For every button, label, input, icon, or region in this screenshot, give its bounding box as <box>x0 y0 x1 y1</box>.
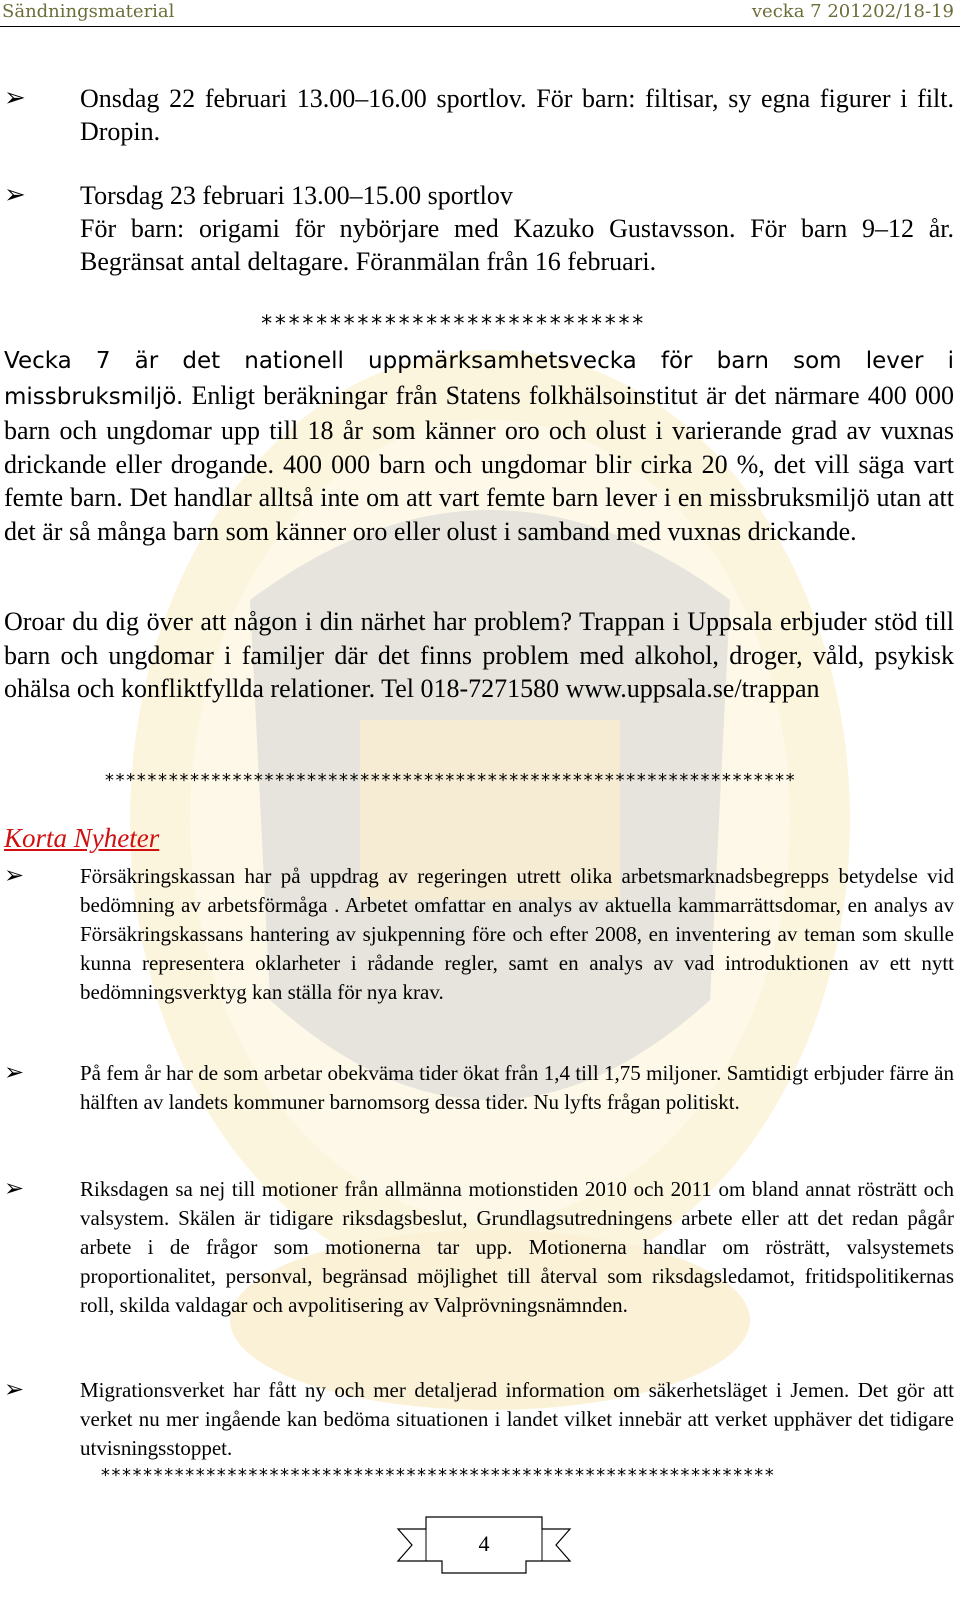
arrow-bullet-icon: ➢ <box>4 861 25 889</box>
news-item <box>4 1175 954 1320</box>
arrow-bullet-icon: ➢ <box>4 83 26 113</box>
news-text: Migrationsverket har fått ny och mer detaljerad information om säkerhetsläget i Jemen. Det gör att verket nu mer ingående kan bedöma situationen i landet vilket innebär att verket upphäver det tidigare utvisningsstoppet. <box>80 1378 954 1460</box>
trappan-paragraph: Oroar du dig över att någon i din närhet har problem? Trappan i Uppsala erbjuder stöd till barn och ungdomar i familjer där det finns problem med alkohol, droger, våld, psykisk ohälsa och konfliktfyllda relationer. Tel 018-7271580 www.uppsala.se/trappan <box>4 607 954 703</box>
header-week: vecka 7 201202/18-19 <box>751 1 954 22</box>
intro-body: Enligt beräkningar från Statens folkhälsoinstitut är det närmare 400 000 barn och ungdomar upp till 18 år som känner oro och olust i varierande grad av vuxnas drickande eller drogande. 400 000 barn och ungdomar blir cirka 20 %, det vill säga vart femte barn. Det handlar alltså inte om att vart femte barn lever i en missbruksmiljö utan att det är så många barn som känner oro eller olust i samband med vuxnas drickande. <box>4 380 954 546</box>
separator: **************************************************************** <box>100 1465 775 1486</box>
separator: ***************************************************************** <box>104 770 796 791</box>
section-heading: Korta Nyheter <box>4 823 160 853</box>
page-header <box>0 0 960 27</box>
arrow-bullet-icon: ➢ <box>4 1174 25 1202</box>
news-item <box>4 1376 954 1463</box>
event-item <box>4 179 954 212</box>
page-number-ribbon <box>396 1515 572 1577</box>
event-text: Onsdag 22 februari 13.00–16.00 sportlov. För barn: filtisar, sy egna figurer i filt. Dropin. <box>80 84 954 146</box>
event-item <box>4 82 954 148</box>
news-text: På fem år har de som arbetar obekväma tider ökat från 1,4 till 1,75 miljoner. Samtidigt erbjuder färre än hälften av landets kommuner barnomsorg dessa tider. Nu lyfts frågan politiskt. <box>80 1061 954 1114</box>
event-text-line1: Torsdag 23 februari 13.00–15.00 sportlov <box>80 181 513 210</box>
news-item <box>4 862 954 1007</box>
event-text-line2: För barn: origami för nybörjare med Kazuko Gustavsson. För barn 9–12 år. Begränsat antal deltagare. Föranmälan från 16 februari. <box>80 214 954 276</box>
intro-lead: Vecka 7 är det nationell uppmärksamhetsvecka för barn som lever i missbruksmiljö. <box>4 348 954 410</box>
news-item <box>4 1059 954 1117</box>
page-number: 4 <box>478 1531 490 1556</box>
news-text: Riksdagen sa nej till motioner från allmänna motionstiden 2010 och 2011 om bland annat rösträtt och valsystem. Skälen är tidigare riksdagsbeslut, Grundlagsutredningens arbete eller att det redan pågår arbete i de frågor som motionerna tar upp. Motionerna handlar om rösträtt, valsystemets proportionalitet, personval, begränsad möjlighet till återval som riksdagsledamot, fritidspolitikernas roll, skilda valdagar och avpolitisering av Valprövningsnämnden. <box>80 1177 954 1317</box>
header-title: Sändningsmaterial <box>2 1 175 22</box>
news-text: Försäkringskassan har på uppdrag av regeringen utrett olika arbetsmarknadsbegrepps betydelse vid bedömning av arbetsförmåga . Arbetet omfattar en analys av aktuella kammarrättsdomar, en analys av Försäkringskassans hantering av sjukpenning före och efter 2008, en inventering av teman som skulle kunna representera oklarheter i rådande regler, samt en analys av vad introduktionen av ett nytt bedömningsverktyg kan ställa för nya krav. <box>80 864 954 1004</box>
event-item-continued <box>4 212 954 278</box>
intro-paragraph <box>4 343 954 548</box>
arrow-bullet-icon: ➢ <box>4 1058 25 1086</box>
arrow-bullet-icon: ➢ <box>4 1375 25 1403</box>
arrow-bullet-icon: ➢ <box>4 180 26 210</box>
separator: **************************** <box>260 312 645 337</box>
